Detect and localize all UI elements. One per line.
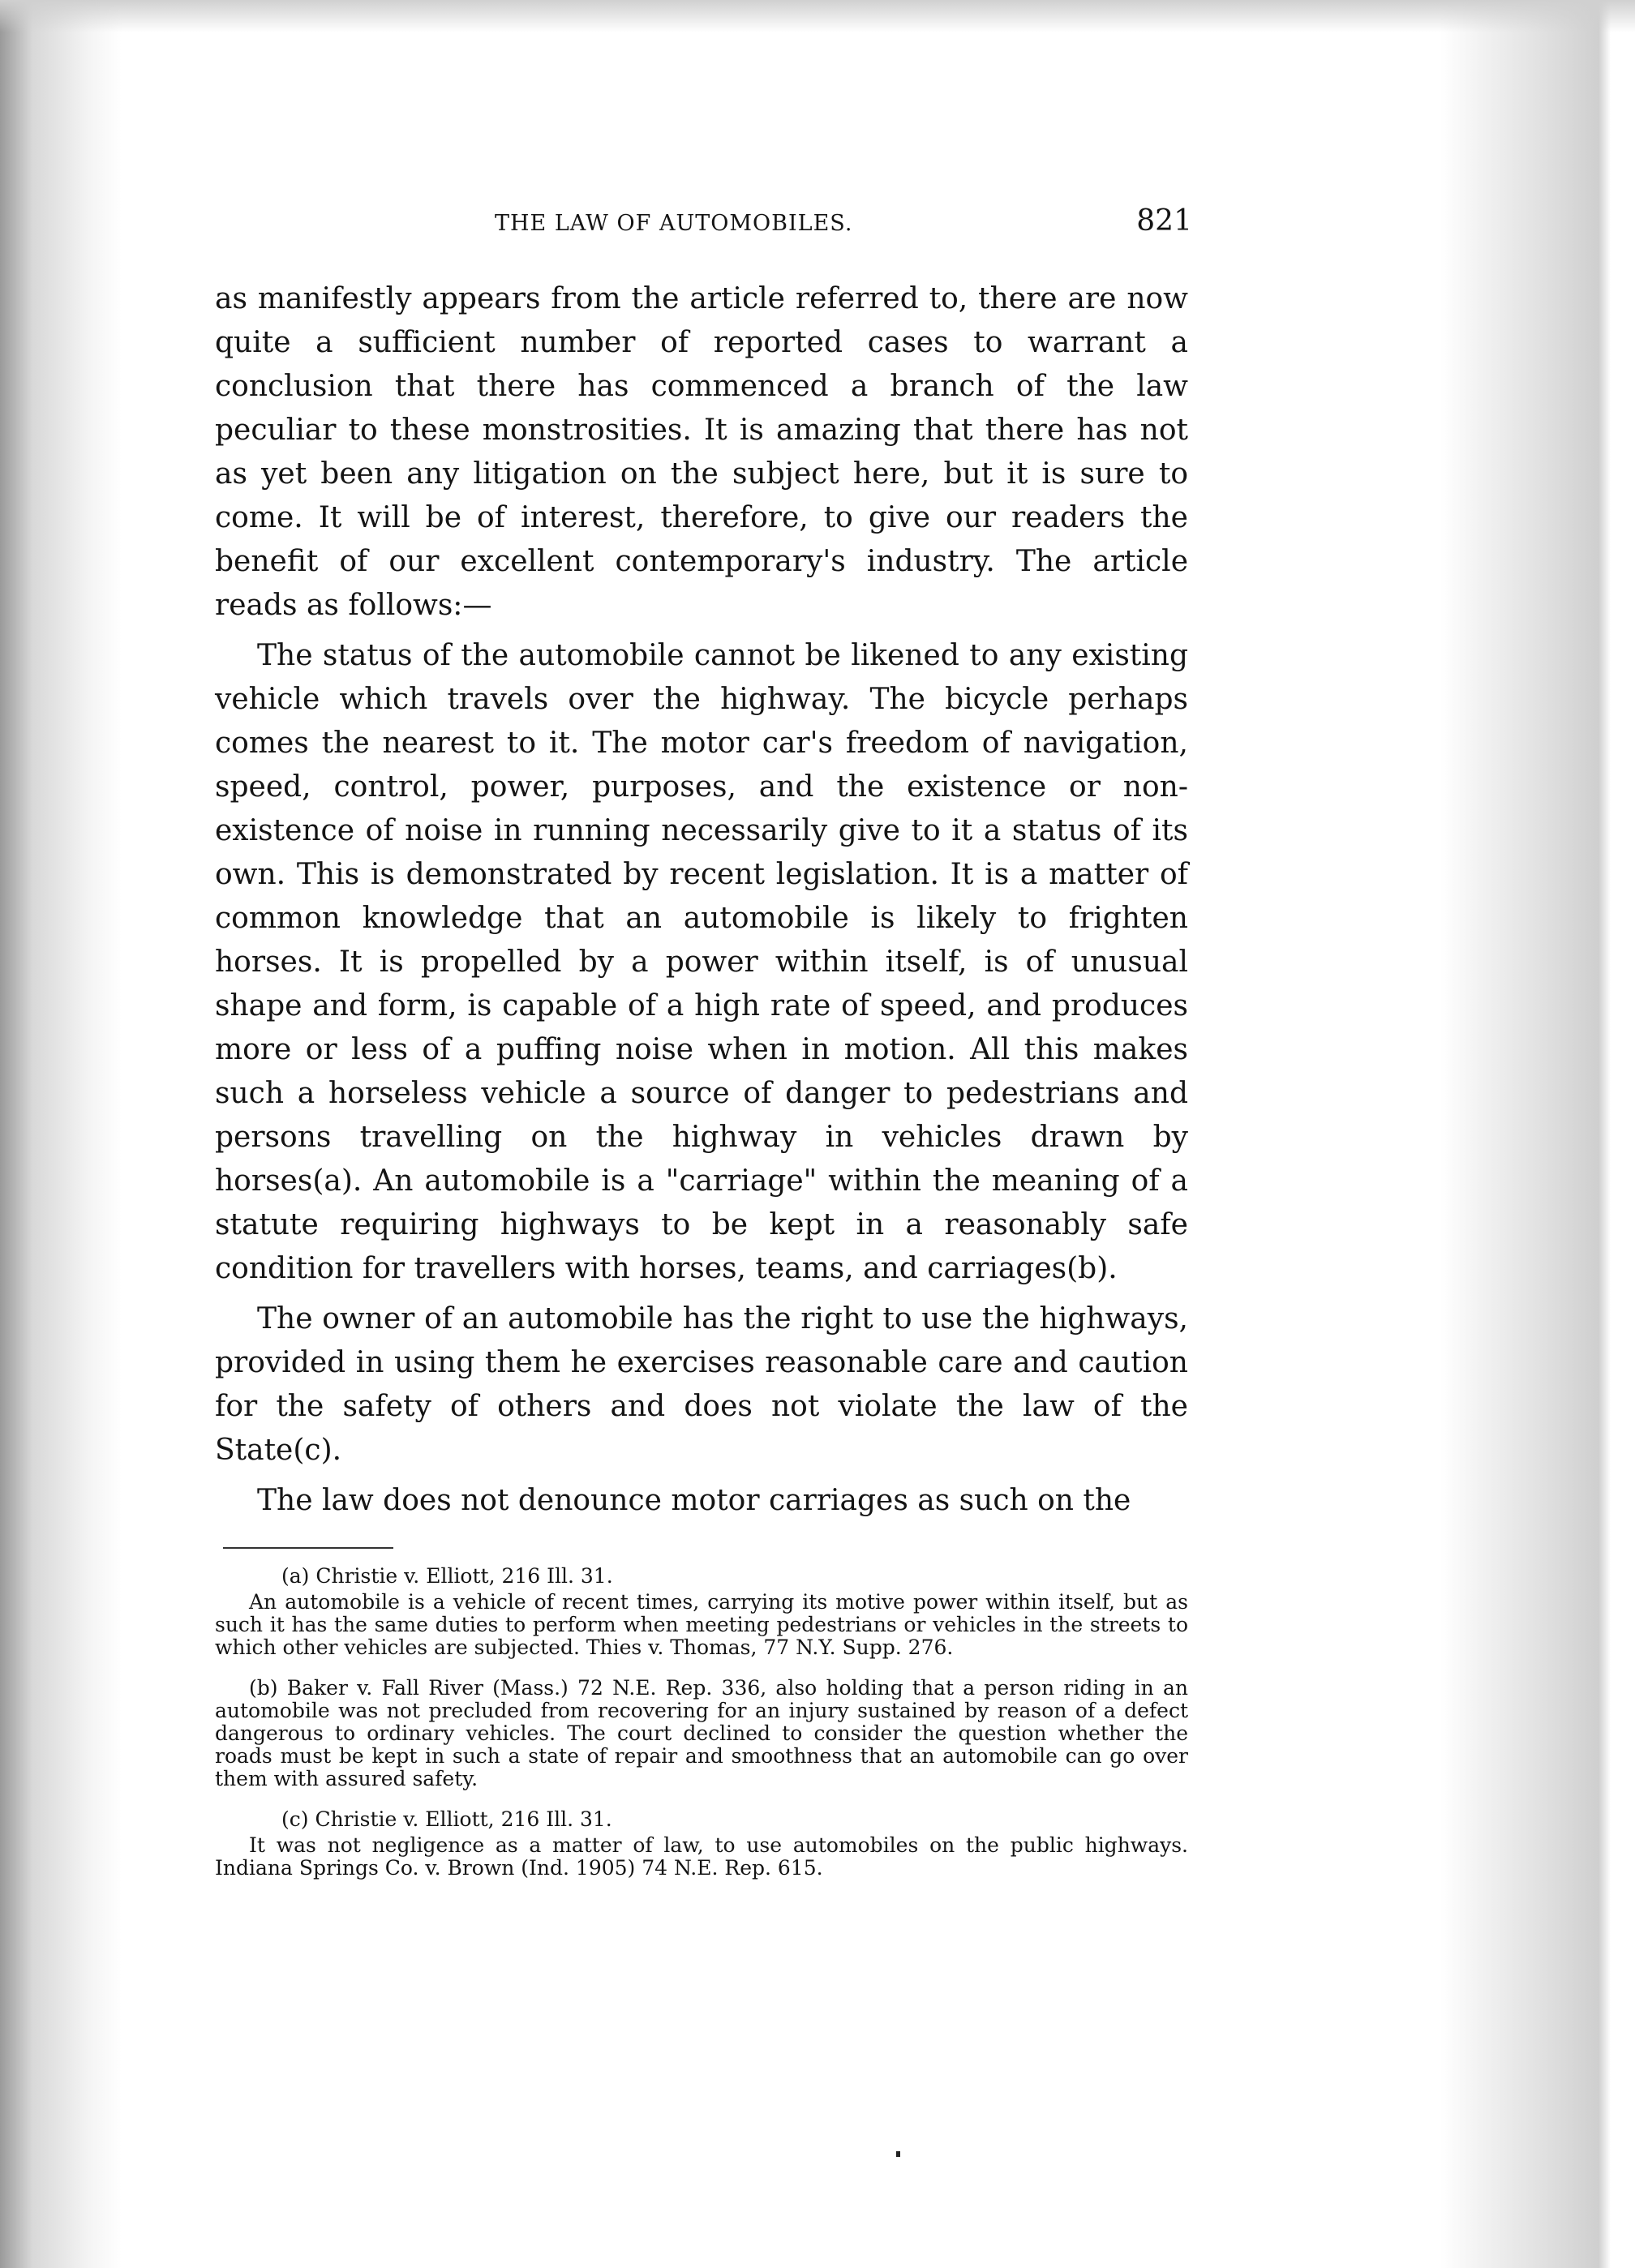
page-number: 821 — [1136, 204, 1192, 238]
paragraph: The status of the automobile cannot be likened to any existing vehicle which travels over the highway. The bicycle perhaps comes the nearest to it. The motor car's freedom of navigation, speed, control, power, purposes, and the existence or non-existence of noise in running necessarily give to it a status of its own. This is demonstrated by recent legislation. It is a matter of common knowledge that an automobile is likely to frighten horses. It is propelled by a power within itself, is of unusual shape and form, is capable of a high rate of speed, and produces more or less of a puffing noise when in motion. All this makes such a horseless vehicle a source of danger to pedestrians and persons travelling on the highway in vehicles drawn by horses(a). An automobile is a "carriage" within the meaning of a statute requiring highways to be kept in a reasonably safe condition for travellers with horses, teams, and carriages(b). — [215, 639, 1188, 1285]
footnote-heading: (a) Christie v. Elliott, 216 Ill. 31. — [281, 1564, 613, 1588]
footnote-text: An automobile is a vehicle of recent times, carrying its motive power within itself, but as such it has the same duties to perform when meeting pedestrians or vehicles in the streets to which other vehicles are subjected. Thies v. Thomas, 77 N.Y. Supp. 276. — [215, 1590, 1188, 1659]
footnote-text: (b) Baker v. Fall River (Mass.) 72 N.E. Rep. 336, also holding that a person riding in an automobile was not precluded from recovering for an injury sustained by reason of a defect dangerous to ordinary vehicles. The court declined to consider the question whether the roads must be kept in such a state of repair and smoothness that an automobile can go over them with assured safety. — [215, 1676, 1188, 1790]
paragraph: The owner of an automobile has the right to use the highways, provided in using them he exercises reasonable care and caution for the safety of others and does not violate the law of the State(c). — [215, 1302, 1188, 1467]
footnote-text: It was not negligence as a matter of law, to use automobiles on the public highways. Indiana Springs Co. v. Brown (Ind. 1905) 74 N.E. Rep. 615. — [215, 1833, 1188, 1880]
scan-shadow-right — [1440, 0, 1635, 2268]
footnotes — [215, 1565, 1188, 1880]
scan-speck — [896, 2151, 900, 2157]
paragraph: as manifestly appears from the article referred to, there are now quite a sufficient number of reported cases to warrant a conclusion that there has commenced a branch of the law peculiar to these monstrosities. It is amazing that there has not as yet been any litigation on the subject here, but it is sure to come. It will be of interest, therefore, to give our readers the benefit of our excellent contemporary's industry. The article reads as follows:— — [215, 282, 1188, 622]
footnote-b — [215, 1677, 1188, 1790]
footnote-a — [215, 1565, 1188, 1659]
footnote-rule — [223, 1547, 393, 1549]
paragraph: The law does not denounce motor carriages as such on the — [257, 1484, 1131, 1517]
page — [215, 204, 1192, 1897]
running-head — [215, 204, 1192, 253]
body-text — [215, 277, 1188, 1523]
running-title: THE LAW OF AUTOMOBILES. — [495, 211, 853, 236]
scan-shadow-left — [0, 0, 122, 2268]
footnote-heading: (c) Christie v. Elliott, 216 Ill. 31. — [281, 1807, 612, 1831]
footnote-c — [215, 1808, 1188, 1880]
scan-shadow-top — [0, 0, 1635, 32]
